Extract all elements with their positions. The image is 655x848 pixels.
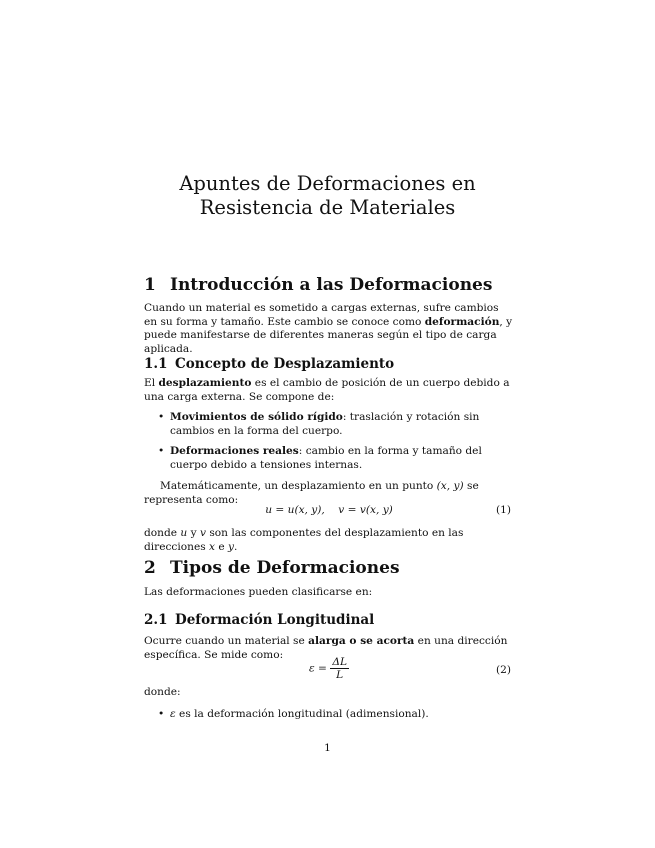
text-run: El: [144, 377, 159, 389]
text-run: , y puede manifestarse de diferentes maneras según el tipo de carga aplicada.: [144, 315, 513, 355]
donde-label: donde:: [144, 686, 181, 698]
text-run: es el cambio de posición de un cuerpo debido a una carga externa. Se compone de:: [144, 377, 510, 403]
bullet-icon: •: [158, 445, 165, 457]
equation-body: [144, 656, 514, 681]
section-2-heading: [144, 558, 400, 578]
displacement-where: [144, 527, 514, 554]
subsection-number: 2.1: [144, 612, 168, 628]
list-item: [158, 445, 514, 472]
equation-1: [144, 504, 514, 520]
equation-v: v = v(x, y): [338, 504, 393, 516]
subsection-title: Deformación Longitudinal: [175, 612, 375, 628]
text-run: son las componentes del desplazamiento en las direcciones: [144, 527, 464, 553]
text-run: donde: [144, 527, 181, 539]
list-item: [158, 411, 514, 438]
bold-term: Movimientos de sólido rígido: [170, 411, 343, 423]
bullet-icon: •: [158, 411, 165, 423]
text-run: Ocurre cuando un material se: [144, 635, 309, 647]
list-item: [158, 708, 514, 722]
math-inline: u: [180, 527, 188, 539]
text-run: en una dirección específica. Se mide como:: [144, 635, 508, 661]
text-run: e: [215, 540, 229, 553]
subsection-1-1-heading: [144, 356, 394, 372]
page-number: 1: [324, 742, 331, 754]
section-2-paragraph: Las deformaciones pueden clasificarse en:: [144, 586, 373, 598]
text-run: .: [234, 540, 238, 553]
math-intro: [144, 480, 514, 507]
strain-list: [158, 708, 514, 722]
section-title: Tipos de Deformaciones: [170, 558, 400, 578]
fraction-numerator: ΔL: [332, 656, 347, 668]
fraction-denominator: L: [336, 669, 344, 681]
math-inline: (x, y): [436, 480, 464, 492]
text-run: Cuando un material es sometido a cargas externas, sufre cambios en su forma y tamaño. Este cambio se conoce como: [144, 302, 499, 328]
equation-u: u = u(x, y),: [265, 504, 325, 516]
equation-number: (2): [495, 664, 511, 676]
equation-2: [144, 656, 514, 686]
text-run: se representa como:: [144, 480, 479, 506]
math-inline: v: [199, 527, 206, 539]
math-inline: y: [228, 540, 235, 553]
list-item-text: : cambio en la forma y tamaño del cuerpo debido a tensiones internas.: [170, 445, 482, 471]
subsection-number: 1.1: [144, 356, 168, 372]
subsection-title: Concepto de Desplazamiento: [175, 356, 395, 372]
equation-lhs: ε =: [309, 662, 327, 675]
section-number: 1: [144, 275, 156, 295]
subsection-1-1-intro: [144, 377, 514, 404]
equation-body: [144, 504, 514, 516]
fraction: [330, 656, 349, 681]
math-inline: ε: [170, 708, 176, 720]
section-1-heading: [144, 275, 492, 295]
list-item-text: : traslación y rotación sin cambios en la forma del cuerpo.: [170, 411, 480, 437]
section-1-paragraph: [144, 302, 514, 356]
bold-term: deformación: [424, 315, 500, 328]
document-title: Apuntes de Deformaciones en Resistencia de Materiales: [179, 172, 476, 219]
text-run: Matemáticamente, un desplazamiento en un punto: [160, 480, 437, 492]
bold-term: Deformaciones reales: [170, 445, 299, 457]
section-title: Introducción a las Deformaciones: [170, 275, 493, 295]
list-item-text: es la deformación longitudinal (adimensional).: [175, 708, 429, 720]
bold-term: desplazamiento: [158, 377, 252, 389]
subsection-2-1-heading: [144, 612, 374, 628]
displacement-list: [158, 411, 514, 472]
math-inline: x: [209, 540, 216, 553]
text-run: y: [187, 527, 200, 539]
bold-term: alarga o se acorta: [308, 635, 415, 647]
bullet-icon: •: [158, 708, 165, 720]
equation-number: (1): [495, 504, 511, 516]
section-number: 2: [144, 558, 156, 578]
